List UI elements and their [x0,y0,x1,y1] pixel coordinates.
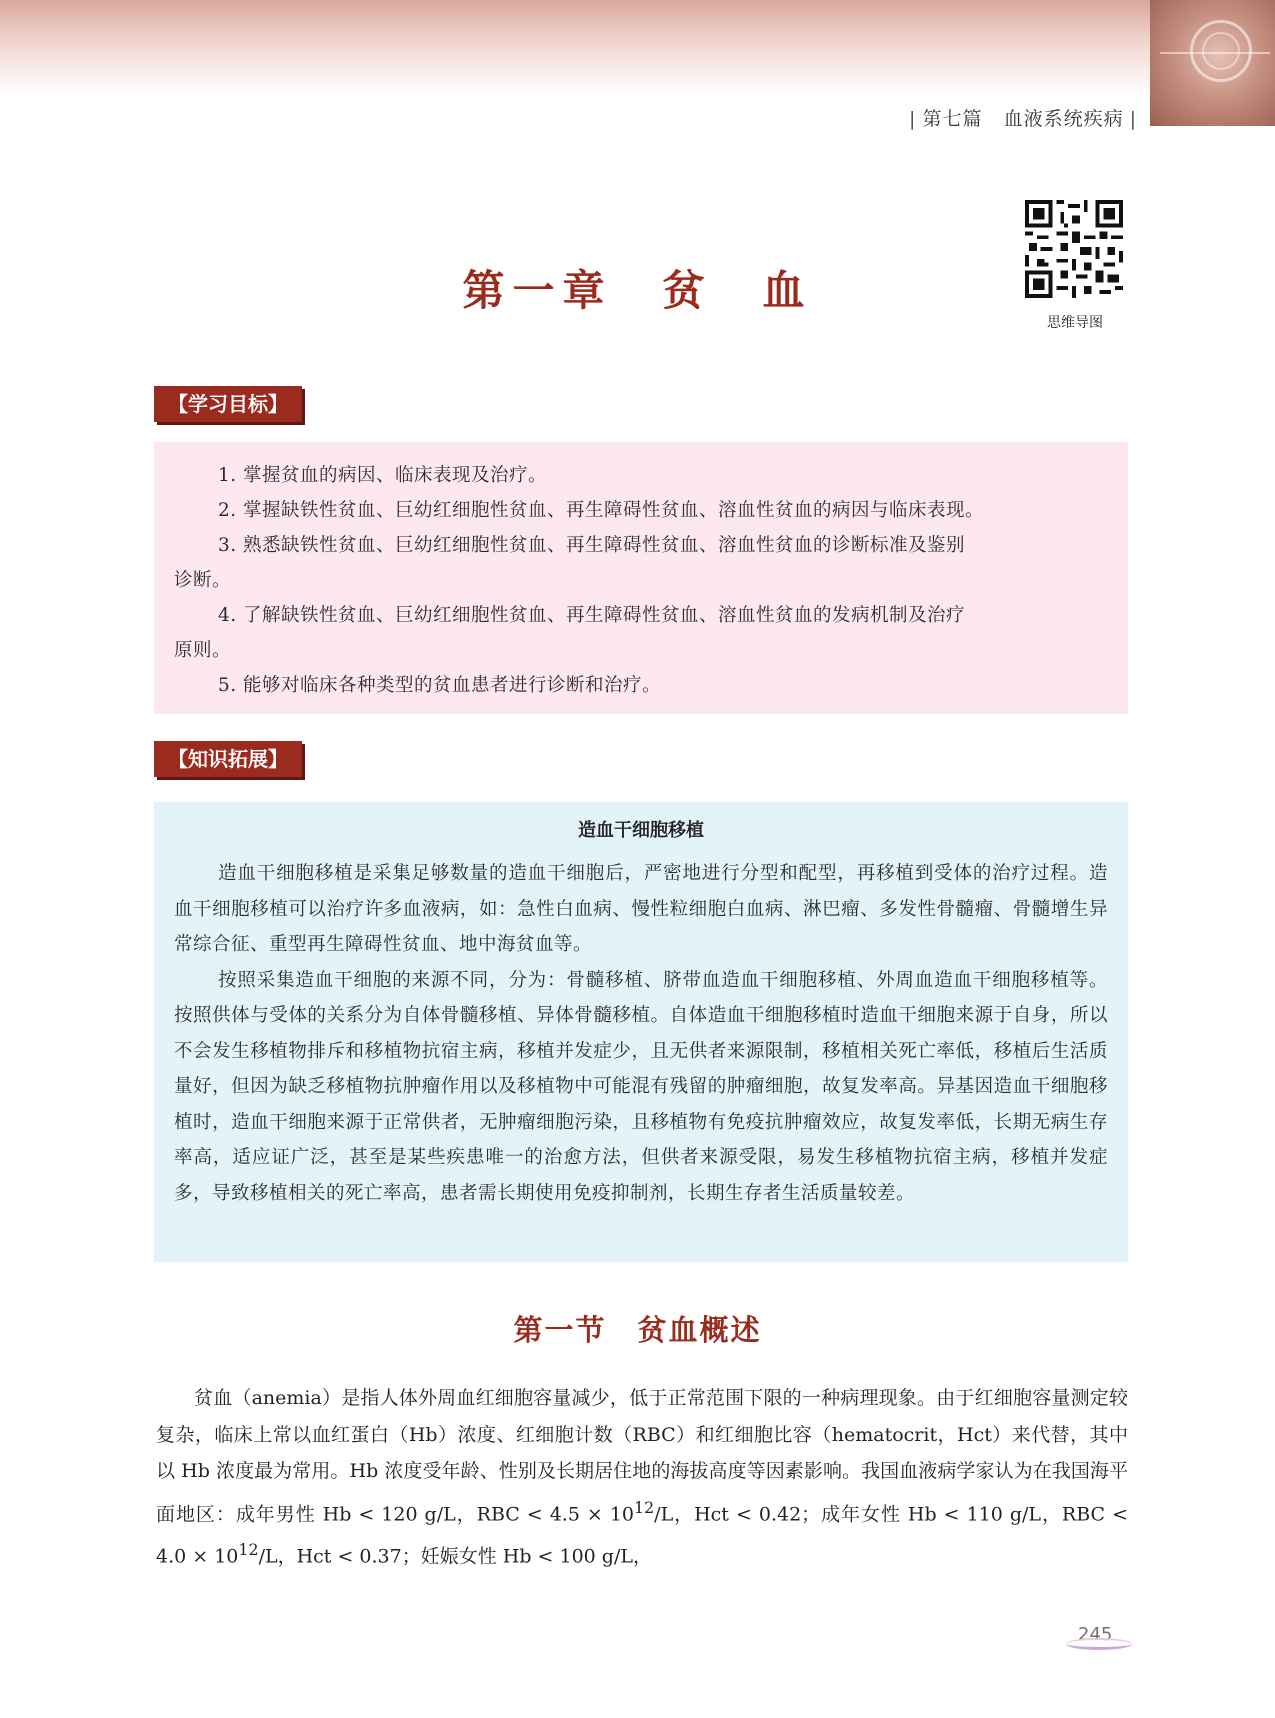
body-text-run: /L，Hct < 0.42；成年女性 Hb < 110 g/L，RBC < 4.0 × 10 [156,1502,1129,1568]
knowledge-paragraph: 造血干细胞移植是采集足够数量的造血干细胞后，严密地进行分型和配型，再移植到受体的治疗过程。造血干细胞移植可以治疗许多血液病，如：急性白血病、慢性粒细胞白血病、淋巴瘤、多发性骨髓瘤、骨髓增生异常综合征、重型再生障碍性贫血、地中海贫血等。 [174,863,1108,955]
knowledge-box [154,802,1128,1262]
body-text-run: /L，Hct < 0.37；妊娠女性 Hb < 100 g/L， [258,1545,652,1568]
part-title: 血液系统疾病 [1003,108,1124,130]
objective-item: 2. 掌握缺铁性贫血、巨幼红细胞性贫血、再生障碍性贫血、溶血性贫血的病因与临床表现。 [218,500,985,521]
stethoscope-inner-ring [1202,32,1240,70]
objective-item-continuation: 诊断。 [174,570,232,591]
objective-item: 1. 掌握贫血的病因、临床表现及治疗。 [218,465,548,486]
body-text-run: 贫血（anemia）是指人体外周血红细胞容量减少，低于正常范围下限的一种病理现象。由于红细胞容量测定较复杂，临床上常以血红蛋白（Hb）浓度、红细胞计数（RBC）和红细胞比容（hematocrit，Hct）来代替，其中以 Hb 浓度最为常用。Hb 浓度受年龄、性别及长期居住地的海拔高度等因素影响。我国血液病学家认为在我国海平面地区：成年男性 Hb < 120 g/L，RBC < 4.5 × 10 [156,1387,1128,1525]
part-label [903,104,1143,131]
heartbeat-line [1160,52,1270,54]
corner-stethoscope-image [1150,0,1275,126]
section-body [156,1380,1128,1575]
knowledge-heading: 造血干细胞移植 [578,820,704,841]
section-title: 第一节 贫血概述 [513,1313,762,1347]
exponent: 12 [634,1497,655,1517]
objectives-box [154,442,1128,714]
objective-item: 5. 能够对临床各种类型的贫血患者进行诊断和治疗。 [218,675,662,696]
header-band [0,0,1150,96]
page-number: 245 [1078,1624,1113,1645]
objectives-tag: 【学习目标】 [154,386,302,422]
objective-item: 4. 了解缺铁性贫血、巨幼红细胞性贫血、再生障碍性贫血、溶血性贫血的发病机制及治疗 [218,605,966,626]
knowledge-tag: 【知识拓展】 [154,741,302,777]
divider-left: | [909,108,917,130]
knowledge-paragraph: 按照采集造血干细胞的来源不同，分为：骨髓移植、脐带血造血干细胞移植、外周血造血干细胞移植等。按照供体与受体的关系分为自体骨髓移植、异体骨髓移植。自体造血干细胞移植时造血干细胞来源于自身，所以不会发生移植物排斥和移植物抗宿主病，移植并发症少，且无供者来源限制，移植相关死亡率低，移植后生活质量好，但因为缺乏移植物抗肿瘤作用以及移植物中可能混有残留的肿瘤细胞，故复发率高。异基因造血干细胞移植时，造血干细胞来源于正常供者，无肿瘤细胞污染，且移植物有免疫抗肿瘤效应，故复发率低，长期无病生存率高，适应证广泛，甚至是某些疾患唯一的治愈方法，但供者来源受限，易发生移植物抗宿主病，移植并发症多，导致移植相关的死亡率高，患者需长期使用免疫抑制剂，长期生存者生活质量较差。 [174,969,1108,1204]
chapter-title: 第一章 贫 血 [462,266,813,315]
part-number: 第七篇 [922,108,983,130]
qr-caption: 思维导图 [1047,315,1103,331]
exponent: 12 [238,1540,259,1560]
divider-right: | [1129,108,1137,130]
objective-item: 3. 熟悉缺铁性贫血、巨幼红细胞性贫血、再生障碍性贫血、溶血性贫血的诊断标准及鉴别 [218,535,966,556]
objective-item-continuation: 原则。 [174,640,232,661]
page-number-swoosh [1066,1638,1132,1650]
